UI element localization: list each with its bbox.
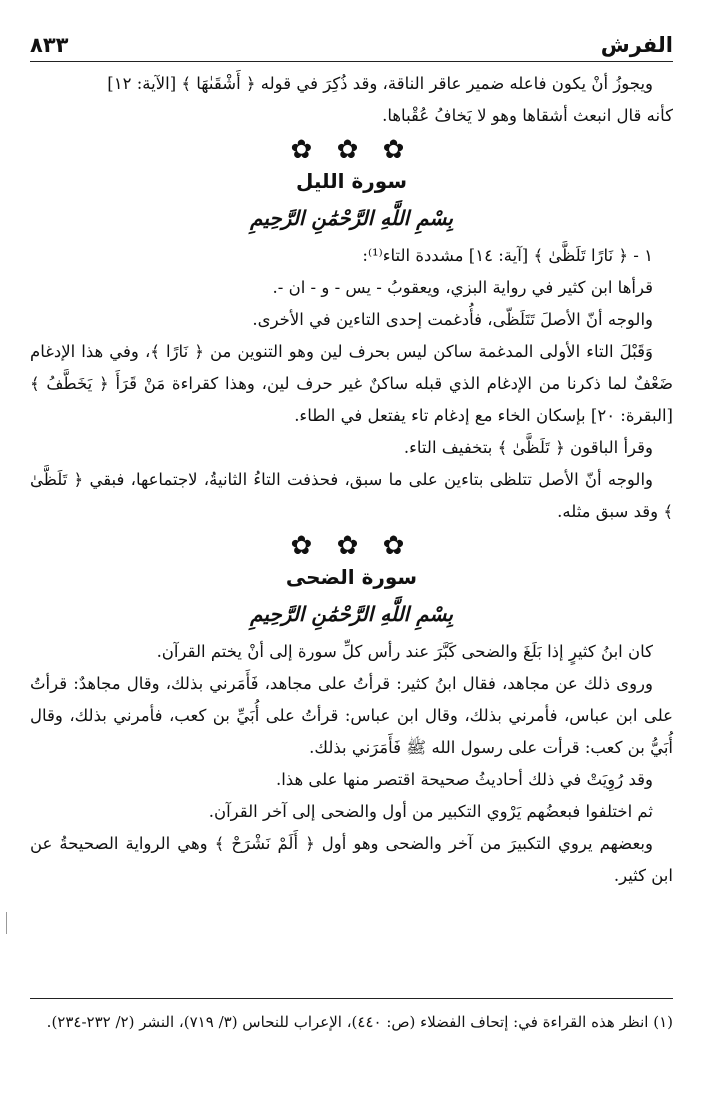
running-title: الفرش — [600, 33, 673, 57]
page-header — [30, 18, 673, 62]
lail-paragraph-6: والوجه أنّ الأصل تتلظى بتاءين على ما سبق، فحذفت التاءُ الثانيةُ، لاجتماعها، فبقي ﴿ تَلَظَّىٰ ﴾ وقد سبق مثله. — [30, 470, 673, 521]
section-ornament-icon: ✿ ✿ ✿ — [290, 135, 413, 165]
lail-paragraph-1: ١ - ﴿ نَارًا تَلَظَّىٰ ﴾ [آية: ١٤] مشددة التاء⁽¹⁾: — [362, 246, 653, 265]
page-number: ٨٣٣ — [30, 33, 69, 57]
lail-paragraph-4: وَقَبْلَ التاء الأولى المدغمة ساكن ليس بحرف لين وهو التنوين من ﴿ نَارًا ﴾، وفي هذا الإدغام ضَعْفٌ لما ذكرنا من الإدغام الذي قبله ساكنٌ غير حرف لين، وهذا كقراءة مَنْ قَرَأَ ﴿ يَخَطَّفُ ﴾ [البقرة: ٢٠] بإسكان الخاء مع إدغام تاء يفتعل في الطاء. — [30, 342, 673, 425]
surah-title-lail: سورة الليل — [295, 169, 408, 193]
page-edge-mark — [6, 912, 7, 934]
duha-paragraph-5: وبعضهم يروي التكبيرَ من آخر والضحى وهو أول ﴿ أَلَمْ نَشْرَحْ ﴾ وهي الرواية الصحيحةُ عن ابن كثير. — [30, 834, 673, 885]
lail-paragraph-2: قرأها ابن كثير في رواية البزي، ويعقوبُ - يس - و - ان -. — [272, 278, 653, 297]
book-page — [30, 18, 673, 1098]
footnote-divider — [30, 998, 673, 999]
surah-title-duha: سورة الضحى — [285, 565, 418, 589]
intro-line-2: كأنه قال انبعث أشقاها وهو لا يَخافُ عُقْباها. — [382, 106, 673, 125]
page-body — [30, 68, 673, 892]
lail-paragraph-5: وقرأ الباقون ﴿ تَلَظَّىٰ ﴾ بتخفيف التاء. — [403, 438, 653, 457]
basmala-lail: بِسْمِ اللَّهِ الرَّحْمَٰنِ الرَّحِيمِ — [250, 206, 453, 230]
duha-paragraph-4: ثم اختلفوا فبعضُهم يَرْوي التكبير من أول والضحى إلى آخر القرآن. — [208, 802, 653, 821]
lail-paragraph-3: والوجه أنّ الأصلَ تَتَلَظّى، فأُدغمت إحدى التاءين في الأخرى. — [252, 310, 653, 329]
duha-paragraph-1: كان ابنُ كثيرٍ إذا بَلَغَ والضحى كَبَّرَ عند رأس كلِّ سورة إلى أنْ يختم القرآن. — [156, 642, 653, 661]
duha-paragraph-2: وروى ذلك عن مجاهد، فقال ابنُ كثير: قرأتُ على مجاهد، فَأَمَرني بذلك، وقال مجاهدٌ: قرأتُ على ابن عباس، فأمرني بذلك، وقال ابن عباس: قرأتُ على أُبَيِّ بن كعب، فأمرني بذلك، وقال أُبَيُّ بن كعب: قرأت على رسول الله ﷺ فَأَمَرَني بذلك. — [30, 674, 673, 757]
section-ornament-icon: ✿ ✿ ✿ — [290, 531, 413, 561]
duha-paragraph-3: وقد رُوِيَتْ في ذلك أحاديثُ صحيحة اقتصر منها على هذا. — [275, 770, 653, 789]
footnote: (١) انظر هذه القراءة في: إتحاف الفضلاء (ص: ٤٤٠)، الإعراب للنحاس (٣/ ٧١٩)، النشر (٢/ ٢٣٢-٢٣٤). — [46, 1013, 673, 1031]
intro-line-1: ويجوزُ أنْ يكون فاعله ضمير عاقر الناقة، وقد ذُكِرَ في قوله ﴿ أَشْقَىٰهَا ﴾ [الآية: ١٢] — [107, 74, 653, 93]
basmala-duha: بِسْمِ اللَّهِ الرَّحْمَٰنِ الرَّحِيمِ — [250, 602, 453, 626]
